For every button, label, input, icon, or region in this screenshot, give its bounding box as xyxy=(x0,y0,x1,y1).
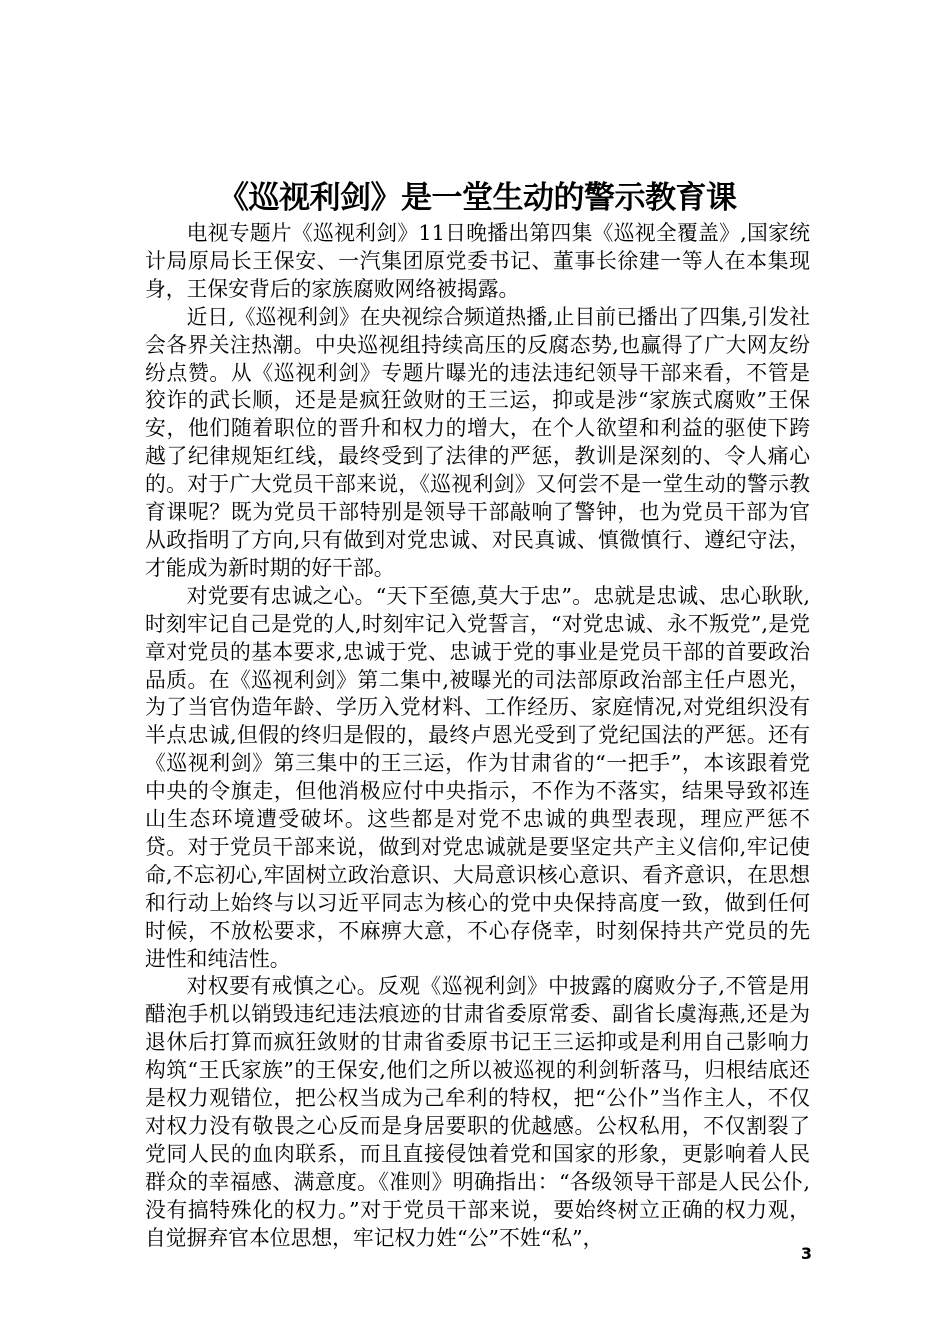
page-number: 3 xyxy=(800,1244,812,1263)
paragraph: 对权要有戒慎之心。反观《巡视利剑》中披露的腐败分子,不管是用醋泡手机以销毁违纪违法痕迹的甘肃省委原常委、副省长虞海燕,还是为退休后打算而疯狂敛财的甘肃省委原书记王三运抑或是利用自己影响力构筑“王氏家族”的王保安,他们之所以被巡视的利剑斩落马，归根结底还是权力观错位，把公权当成为己牟利的特权，把“公仆”当作主人，不仅对权力没有敬畏之心反而是身居要职的优越感。公权私用，不仅割裂了党同人民的血肉联系，而且直接侵蚀着党和国家的形象，更影响着人民群众的幸福感、满意度。《准则》明确指出：“各级领导干部是人民公仆,没有搞特殊化的权力。”对于党员干部来说，要始终树立正确的权力观，自觉摒弃官本位思想，牢记权力姓“公”不姓“私”， xyxy=(145,974,810,1250)
paragraph: 近日,《巡视利剑》在央视综合频道热播,止目前已播出了四集,引发社会各界关注热潮。中央巡视组持续高压的反腐态势,也赢得了广大网友纷纷点赞。从《巡视利剑》专题片曝光的违法违纪领导干部来看，不管是狡诈的武长顺，还是是疯狂敛财的王三运，抑或是涉“家族式腐败”王保安，他们随着职位的晋升和权力的增大，在个人欲望和利益的驱使下跨越了纪律规矩红线，最终受到了法律的严惩，教训是深刻的、令人痛心的。对于广大党员干部来说，《巡视利剑》又何尝不是一堂生动的警示教育课呢？既为党员干部特别是领导干部敲响了警钟，也为党员干部为官从政指明了方向,只有做到对党忠诚、对民真诚、慎微慎行、遵纪守法，才能成为新时期的好干部。 xyxy=(145,304,810,580)
article-body xyxy=(145,220,810,1253)
paragraph: 电视专题片《巡视利剑》11日晚播出第四集《巡视全覆盖》,国家统计局原局长王保安、一汽集团原党委书记、董事长徐建一等人在本集现身，王保安背后的家族腐败网络被揭露。 xyxy=(145,221,810,301)
document-title: 《巡视利剑》是一堂生动的警示教育课 xyxy=(218,180,737,216)
paragraph: 对党要有忠诚之心。“天下至德,莫大于忠”。忠就是忠诚、忠心耿耿,时刻牢记自己是党的人,时刻牢记入党誓言，“对党忠诚、永不叛党”,是党章对党员的基本要求,忠诚于党、忠诚于党的事业是党员干部的首要政治品质。在《巡视利剑》第二集中,被曝光的司法部原政治部主任卢恩光，为了当官伪造年龄、学历入党材料、工作经历、家庭情况,对党组织没有半点忠诚,但假的终归是假的，最终卢恩光受到了党纪国法的严惩。还有《巡视利剑》第三集中的王三运，作为甘肃省的“一把手”，本该跟着党中央的令旗走，但他消极应付中央指示，不作为不落实，结果导致祁连山生态环境遭受破坏。这些都是对党不忠诚的典型表现，理应严惩不贷。对于党员干部来说，做到对党忠诚就是要坚定共产主义信仰,牢记使命,不忘初心,牢固树立政治意识、大局意识核心意识、看齐意识，在思想和行动上始终与以习近平同志为核心的党中央保持高度一致，做到任何时候，不放松要求，不麻痹大意，不心存侥幸，时刻保持共产党员的先进性和纯洁性。 xyxy=(145,583,810,971)
